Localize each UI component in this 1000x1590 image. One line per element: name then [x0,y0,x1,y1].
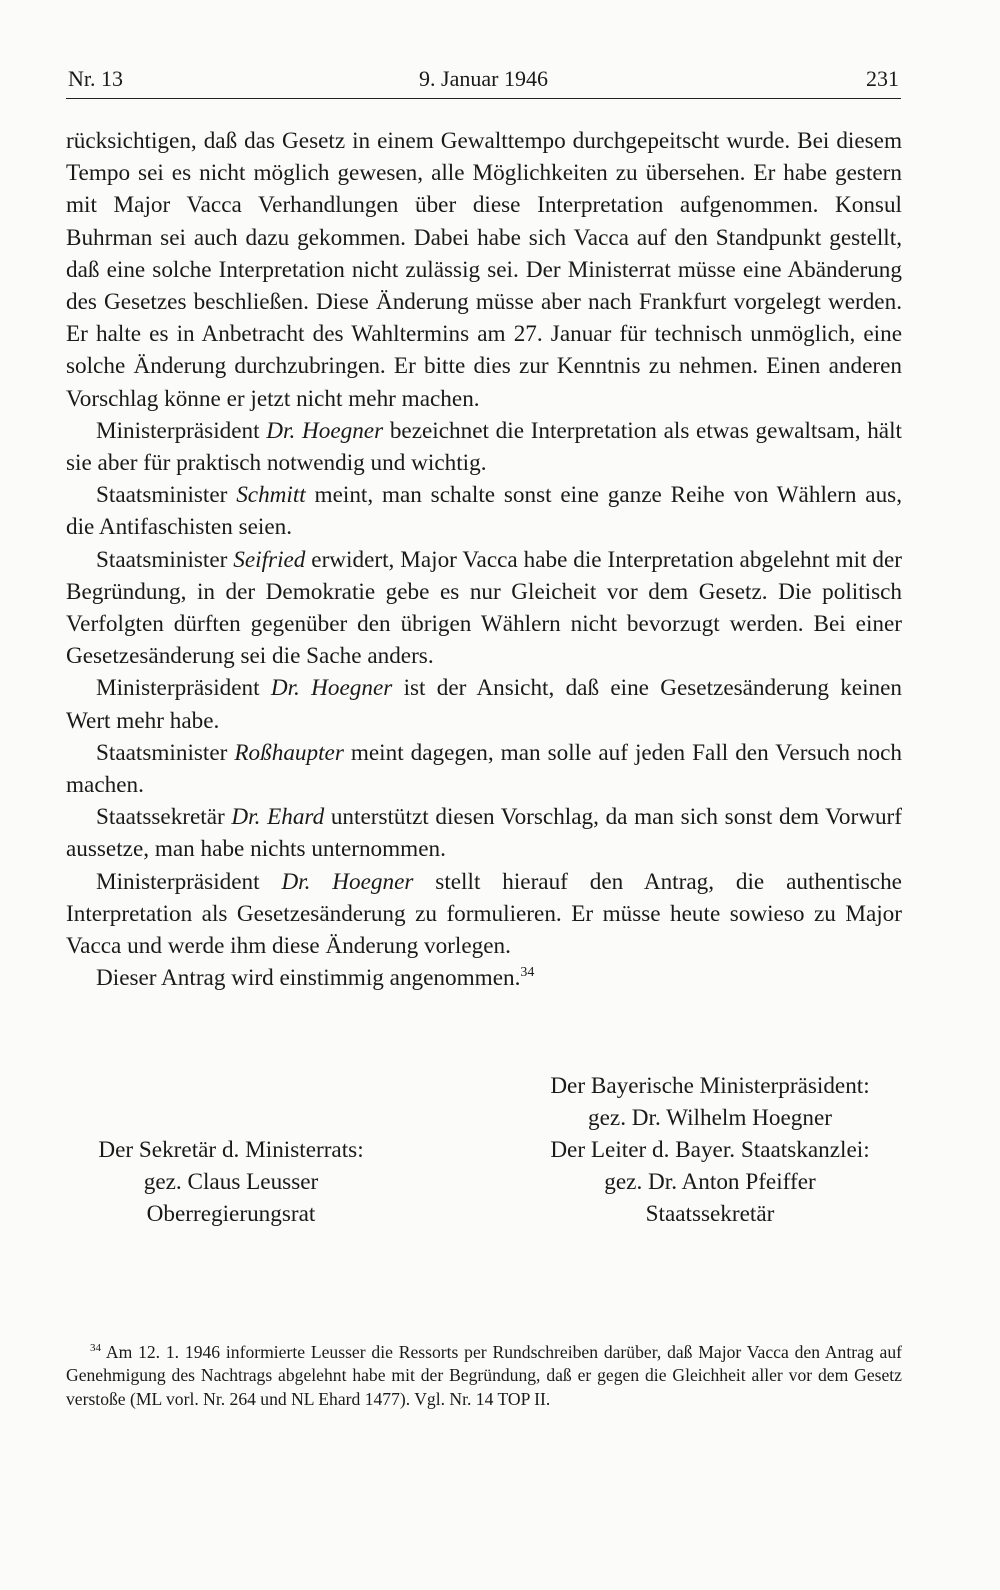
speaker-name: Roßhaupter [234,739,344,766]
paragraph-schmitt: Staatsminister Schmitt meint, man schalte sonst eine ganze Reihe von Wählern aus, die Antifaschisten seien. [66,482,902,541]
speaker-name: Dr. Hoegner [281,868,414,895]
signature-minister-president [520,1070,900,1134]
protocol-body [66,125,902,994]
footnote-text: Am 12. 1. 1946 informierte Leusser die Ressorts per Rundschreiben darüber, daß Major Vacca den Antrag auf Genehmigung des Nachtrags abgelehnt habe mit der Begründung, daß er gegen die Gleichheit aller vor dem Gesetz verstoße (ML vorl. Nr. 264 und NL Ehard 1477). Vgl. Nr. 14 TOP II. [66,1342,902,1409]
signature-name: gez. Dr. Anton Pfeiffer [604,1169,816,1195]
signature-title: Der Bayerische Ministerpräsident: [550,1073,870,1099]
signature-role: Staatssekretär [645,1201,775,1227]
paragraph-continuation: rücksichtigen, daß das Gesetz in einem Gewalttempo durchgepeitscht wurde. Bei diesem Tempo sei es nicht möglich gewesen, alle Möglichkeiten zu übersehen. Er habe gestern mit Major Vacca Verhandlungen über diese Interpretation aufgenommen. Konsul Buhrman sei auch dazu gekommen. Dabei habe sich Vacca auf den Standpunkt gestellt, daß eine solche Interpretation nicht zulässig sei. Der Ministerrat müsse eine Abänderung des Gesetzes beschließen. Diese Änderung müsse aber nach Frankfurt vorgelegt werden. Er halte es in Anbetracht des Wahltermins am 27. Januar für technisch unmöglich, eine solche Änderung durchzubringen. Er bitte dies zur Kenntnis zu nehmen. Einen anderen Vorschlag könne er jetzt nicht mehr machen. [66,128,902,412]
signature-title: Der Leiter d. Bayer. Staatskanzlei: [550,1137,870,1163]
signature-title: Der Sekretär d. Ministerrats: [98,1137,364,1163]
paragraph-hoegner-2: Ministerpräsident Dr. Hoegner ist der Ansicht, daß eine Gesetzesänderung keinen Wert mehr habe. [66,675,902,734]
page-header [66,64,901,99]
speaker-name: Dr. Hoegner [266,417,384,444]
paragraph-ehard: Staatssekretär Dr. Ehard unterstützt diesen Vorschlag, da man sich sonst dem Vorwurf aussetze, man habe nichts unternommen. [66,804,902,863]
speaker-name: Dr. Ehard [231,804,325,831]
paragraph-hoegner-3: Ministerpräsident Dr. Hoegner stellt hierauf den Antrag, die authentische Interpretation als Gesetzesänderung zu formulieren. Er müsse heute sowieso zu Major Vacca und werde ihm diese Änderung vorlegen. [66,868,902,960]
speaker-name: Schmitt [236,482,306,509]
signature-name: gez. Claus Leusser [143,1169,319,1195]
header-page-number: 231 [866,66,899,91]
speaker-name: Dr. Hoegner [270,675,393,702]
signature-role: Oberregierungsrat [146,1201,316,1227]
header-date: 9. Januar 1946 [419,66,548,91]
paragraph-rosshaupter: Staatsminister Roßhaupter meint dagegen, man solle auf jeden Fall den Versuch noch machen. [66,739,902,799]
header-document-number: Nr. 13 [68,66,123,91]
signature-secretary [66,1134,396,1230]
signature-name: gez. Dr. Wilhelm Hoegner [588,1105,832,1131]
paragraph-hoegner-1: Ministerpräsident Dr. Hoegner bezeichnet die Interpretation als etwas gewaltsam, hält sie aber für praktisch notwendig und wichtig. [66,417,902,477]
footnote [66,1341,902,1411]
speaker-name: Seifried [233,546,306,573]
paragraph-resolution: Dieser Antrag wird einstimmig angenommen.$^{34}$ [96,965,535,992]
footnote-reference: 34 [520,965,535,981]
signature-chancellery-head [520,1134,900,1230]
footnote-number: 34 [90,1342,101,1354]
paragraph-seifried: Staatsminister Seifried erwidert, Major Vacca habe die Interpretation abgelehnt mit der Begründung, in der Demokratie gebe es nur Gleicheit vor dem Gesetz. Die politisch Verfolgten dürften gegenüber den übrigen Wählern nicht bevorzugt werden. Bei einer Gesetzesänderung sei die Sache anders. [66,546,902,670]
